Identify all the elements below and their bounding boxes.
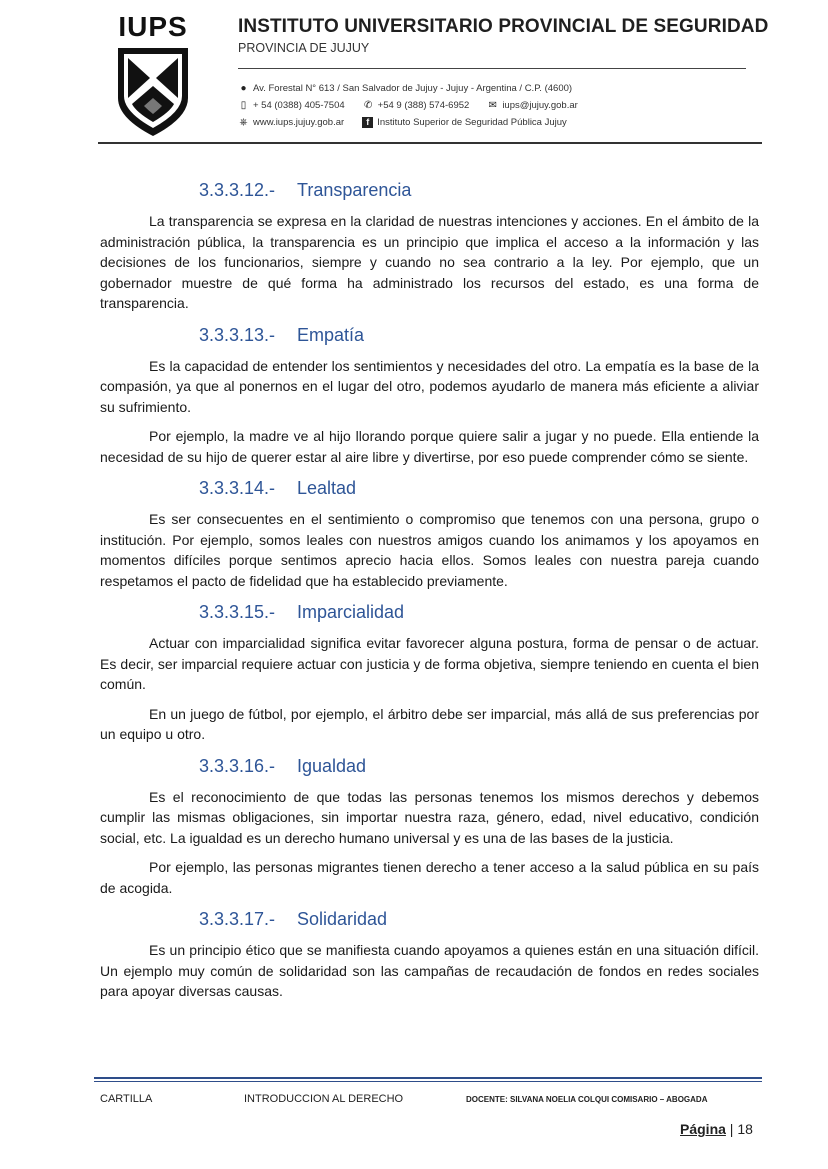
- section-heading: [199, 600, 759, 624]
- web-line: [238, 117, 567, 128]
- footer-rule: [94, 1077, 762, 1079]
- paragraph: Por ejemplo, las personas migrantes tienen derecho a tener acceso a la salud pública en su país de acogida.: [100, 859, 759, 896]
- logo-text: IUPS: [118, 11, 188, 42]
- section-number: 3.3.3.14.-: [199, 478, 276, 498]
- section-title: Imparcialidad: [297, 602, 405, 622]
- footer-center: INTRODUCCION AL DERECHO: [244, 1093, 404, 1105]
- section-title: Lealtad: [297, 478, 357, 498]
- section-number: 3.3.3.15.-: [199, 602, 276, 622]
- paragraph: Es la capacidad de entender los sentimientos y necesidades del otro. La empatía es la base de la compasión, ya que al ponernos en el lugar del otro, podemos ayudarlo de manera más eficiente a aliviar su sufrimiento.: [100, 357, 759, 415]
- location-pin-icon: ●: [240, 83, 247, 94]
- section-title: Igualdad: [297, 755, 367, 776]
- footer-left: CARTILLA: [100, 1093, 153, 1105]
- paragraph: En un juego de fútbol, por ejemplo, el árbitro debe ser imparcial, más allá de sus preferencias por un equipo u otro.: [100, 705, 759, 742]
- paragraph: Es un principio ético que se manifiesta cuando apoyamos a quienes están en una situación difícil. Un ejemplo muy común de solidaridad son las campañas de recaudación de fondos en redes sociales para apoyar diversas causas.: [100, 942, 759, 999]
- section-number: 3.3.3.13.-: [199, 324, 276, 345]
- whatsapp-icon: ✆: [363, 100, 373, 111]
- section-heading: [199, 907, 759, 931]
- facebook-text[interactable]: Instituto Superior de Seguridad Pública Jujuy: [377, 117, 567, 128]
- phone-icon: ▯: [240, 100, 247, 111]
- phone-text: + 54 (0388) 405-7504: [253, 100, 345, 111]
- document-body: [100, 170, 759, 1011]
- section-heading: [199, 476, 759, 500]
- email-icon: ✉: [488, 100, 497, 111]
- section-heading: [199, 178, 759, 202]
- page-number: [680, 1121, 753, 1137]
- iups-logo: [112, 12, 194, 138]
- footer-rule-thin: [94, 1081, 762, 1082]
- address-text: Av. Forestal N° 613 / San Salvador de Jujuy - Jujuy - Argentina / C.P. (4600): [253, 83, 573, 94]
- whatsapp-text: +54 9 (388) 574-6952: [377, 100, 470, 111]
- document-header: [0, 0, 828, 150]
- province-name: PROVINCIA DE JUJUY: [238, 41, 370, 55]
- section-number: 3.3.3.16.-: [199, 755, 276, 776]
- page-separator: |: [729, 1121, 734, 1137]
- footer-right: DOCENTE: SILVANA NOELIA COLQUI COMISARIO – ABOGADA: [466, 1095, 708, 1104]
- section-number: 3.3.3.17.-: [199, 909, 276, 929]
- section-title: Empatía: [297, 324, 365, 345]
- page-label: Página: [680, 1121, 726, 1137]
- web-icon: ⎈: [239, 117, 248, 128]
- website-text[interactable]: www.iups.jujuy.gob.ar: [253, 117, 345, 128]
- paragraph: Es el reconocimiento de que todas las personas tenemos los mismos derechos y debemos cumplir las mismas obligaciones, sin importar nuestra raza, género, edad, nivel educativo, condición social, etc. La igualdad es un derecho humano universal y es una de las bases de la justicia.: [100, 788, 759, 846]
- paragraph: Actuar con imparcialidad significa evitar favorecer alguna postura, forma de pensar o de actuar. Es decir, ser imparcial requiere actuar con justicia y de forma objetiva, siempre teniendo en cuenta el bien común.: [100, 635, 759, 692]
- facebook-icon: f: [362, 117, 373, 128]
- section-heading: [199, 754, 759, 778]
- phone-line: [238, 100, 578, 111]
- header-divider: [238, 68, 746, 69]
- header-bottom-rule: [98, 142, 762, 144]
- section-number: 3.3.3.12.-: [199, 180, 276, 200]
- section-title: Transparencia: [297, 180, 412, 200]
- section-title: Solidaridad: [297, 909, 388, 929]
- page-value: 18: [737, 1121, 753, 1137]
- address-line: [238, 83, 572, 94]
- section-heading: [199, 323, 759, 347]
- shield-icon: [114, 46, 192, 138]
- paragraph: Por ejemplo, la madre ve al hijo llorando porque quiere salir a jugar y no puede. Ella entiende la necesidad de su hijo de querer estar al aire libre y divertirse, por eso puede comprender cómo se siente.: [100, 428, 759, 465]
- institution-name: INSTITUTO UNIVERSITARIO PROVINCIAL DE SEGURIDAD: [238, 16, 769, 37]
- paragraph: La transparencia se expresa en la claridad de nuestras intenciones y acciones. En el ámbito de la administración pública, la transparencia es un principio que implica el acceso a la información y las decisiones de los funcionarios, siempre y cuando no sea contrario a la ley. Por ejemplo, que un gobernador muestre de qué forma ha administrado los recursos del estado, es una forma de transparencia.: [100, 213, 759, 311]
- paragraph: Es ser consecuentes en el sentimiento o compromiso que tenemos con una persona, grupo o institución. Por ejemplo, somos leales con nuestros amigos cuando los animamos y los apoyamos en momentos difíciles porque sentimos aprecio hacia ellos. Somos leales con nuestra pareja cuando respetamos el pacto de fidelidad que ha establecido previamente.: [100, 511, 759, 589]
- email-text[interactable]: iups@jujuy.gob.ar: [502, 100, 578, 111]
